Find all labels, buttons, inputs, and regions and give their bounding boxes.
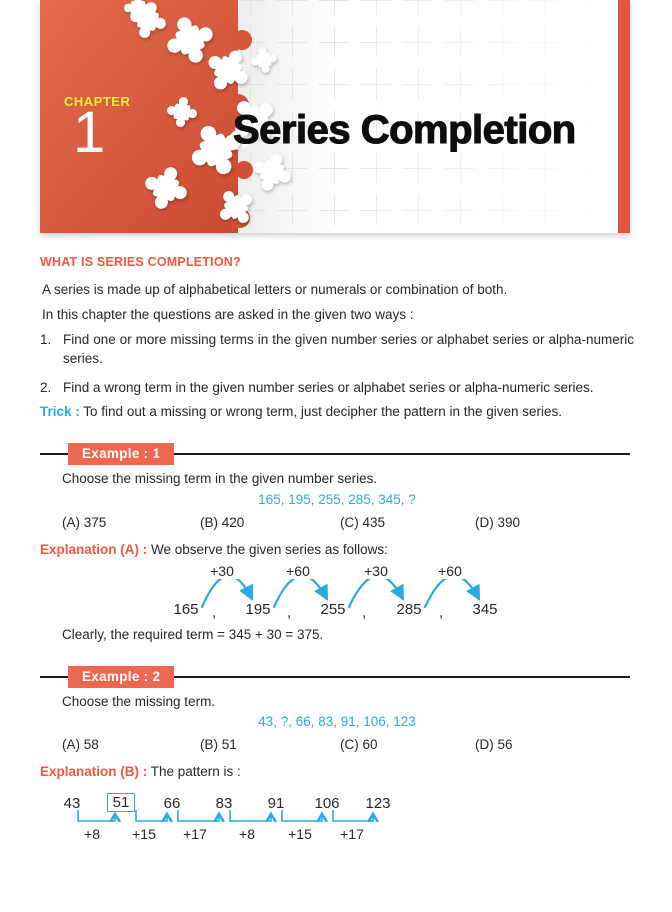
section-heading: WHAT IS SERIES COMPLETION? [40, 255, 241, 269]
example-1-options [40, 515, 656, 530]
series-term: 91 [267, 795, 285, 812]
intro-paragraph-1: A series is made up of alphabetical letters or numerals or combination of both. [42, 282, 508, 297]
delta-label: +30 [200, 563, 244, 579]
delta-label: +17 [183, 826, 207, 842]
list-item [40, 330, 634, 368]
chapter-title: Series Completion [233, 108, 576, 152]
series-term: 123 [365, 795, 391, 812]
trick-label: Trick : [40, 404, 80, 419]
series-term: 106 [314, 795, 340, 812]
header-edge-strip [618, 0, 630, 233]
list-item-number: 1. [40, 332, 52, 347]
example-2-header [40, 666, 630, 688]
separator: , [439, 604, 444, 621]
example-2-badge: Example : 2 [68, 666, 174, 688]
delta-label: +30 [354, 563, 398, 579]
explanation-label: Explanation (B) : [40, 764, 148, 779]
example-1-header [40, 443, 630, 465]
example-1-series: 165, 195, 255, 285, 345, ? [258, 492, 416, 507]
series-term: 66 [163, 795, 181, 812]
list-item-text: Find one or more missing terms in the given number series or alphabet series or alpha-numeric series. [63, 332, 634, 366]
separator: , [362, 604, 367, 621]
option-a: (A) 375 [62, 515, 107, 530]
delta-label: +8 [239, 826, 255, 842]
example-1-conclusion: Clearly, the required term = 345 + 30 = 375. [62, 627, 324, 642]
list-item [40, 378, 634, 397]
series-term: 195 [245, 601, 271, 618]
delta-label: +15 [288, 826, 312, 842]
series-term: 43 [63, 795, 81, 812]
example-1-explanation [40, 540, 634, 559]
delta-label: +17 [340, 826, 364, 842]
example-2-options [40, 737, 656, 752]
explanation-label: Explanation (A) : [40, 542, 148, 557]
trick-note [40, 402, 634, 421]
list-item-number: 2. [40, 380, 52, 395]
boxed-answer-term: 51 [107, 793, 135, 812]
option-b: (B) 420 [200, 515, 245, 530]
series-term: 165 [173, 601, 199, 618]
chapter-number: 1 [73, 100, 106, 165]
option-d: (D) 56 [475, 737, 513, 752]
option-a: (A) 58 [62, 737, 99, 752]
option-d: (D) 390 [475, 515, 521, 530]
chapter-header-banner [40, 0, 630, 233]
series-term: 83 [215, 795, 233, 812]
option-b: (B) 51 [200, 737, 237, 752]
list-item-text: Find a wrong term in the given number series or alphabet series or alpha-numeric series. [63, 380, 594, 395]
series-term: 255 [320, 601, 346, 618]
intro-paragraph-2: In this chapter the questions are asked in the given two ways : [42, 307, 414, 322]
trick-text: To find out a missing or wrong term, just decipher the pattern in the given series. [79, 404, 563, 419]
separator: , [287, 604, 292, 621]
chapter-label: CHAPTER [64, 94, 131, 109]
delta-label: +15 [132, 826, 156, 842]
option-c: (C) 435 [340, 515, 386, 530]
example-1-question: Choose the missing term in the given number series. [62, 471, 378, 486]
example-2-question: Choose the missing term. [62, 694, 216, 709]
explanation-text: The pattern is : [147, 764, 241, 779]
example-2-series: 43, ?, 66, 83, 91, 106, 123 [258, 714, 416, 729]
series-term: 285 [396, 601, 422, 618]
series-term: 345 [472, 601, 498, 618]
explanation-text: We observe the given series as follows: [147, 542, 388, 557]
example-2-explanation [40, 762, 634, 781]
example-1-badge: Example : 1 [68, 443, 174, 465]
delta-label: +8 [84, 826, 100, 842]
separator: , [212, 604, 217, 621]
delta-label: +60 [428, 563, 472, 579]
option-c: (C) 60 [340, 737, 378, 752]
series-diagram-arcs [40, 561, 634, 629]
series-diagram-brackets [40, 790, 634, 850]
arc-arrows [40, 561, 634, 629]
delta-label: +60 [276, 563, 320, 579]
